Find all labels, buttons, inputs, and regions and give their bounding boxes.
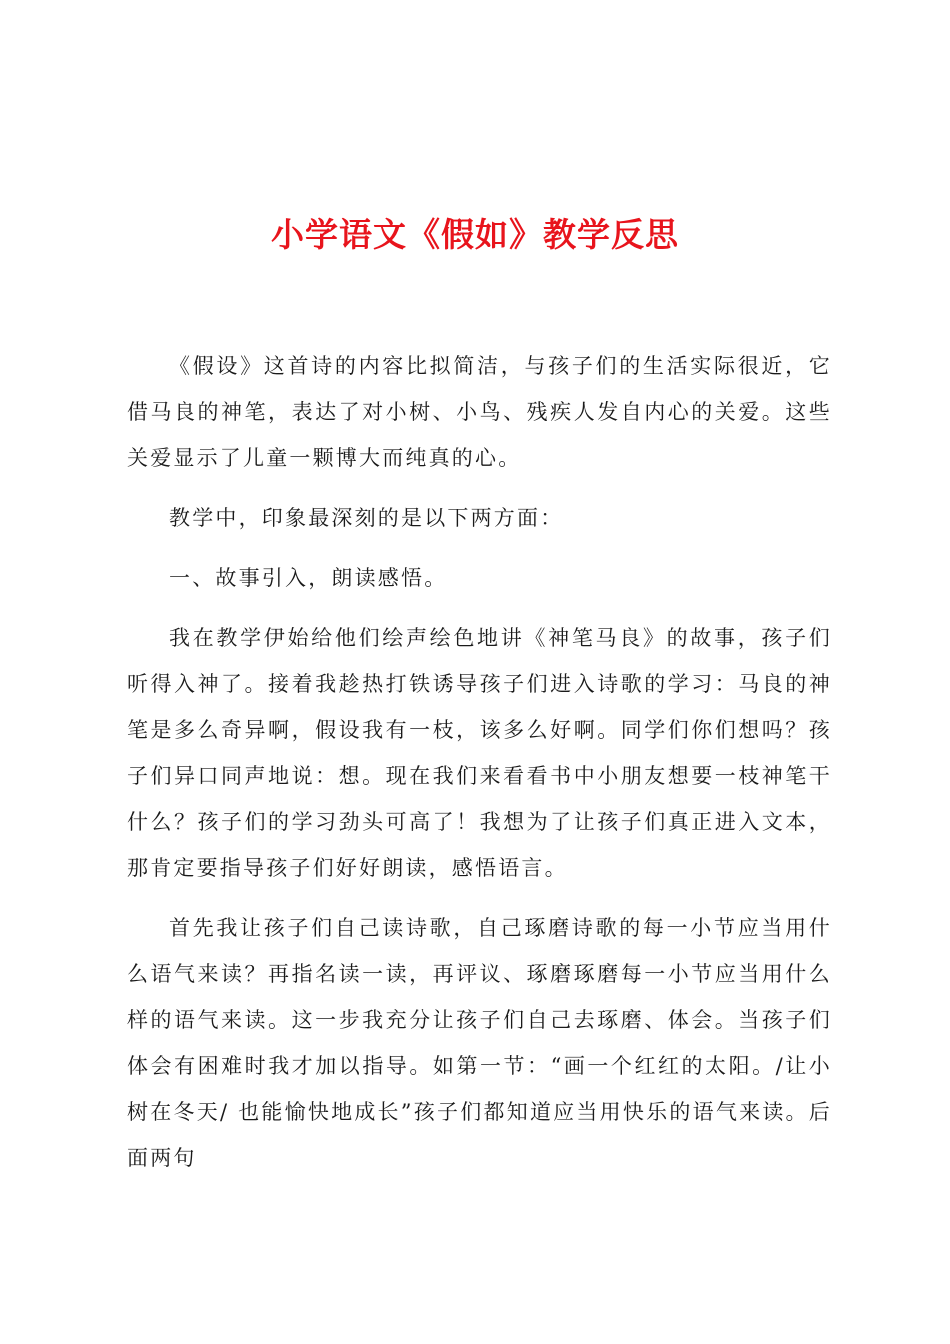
document-body bbox=[127, 343, 832, 1181]
paragraph-teaching-summary: 教学中，印象最深刻的是以下两方面： bbox=[169, 506, 564, 530]
paragraph-section-heading: 一、故事引入，朗读感悟。 bbox=[169, 566, 448, 590]
paragraph-intro: 《假设》这首诗的内容比拟简洁，与孩子们的生活实际很近，它借马良的神笔，表达了对小树、小鸟、残疾人发自内心的关爱。这些关爱显示了儿童一颗博大而纯真的心。 bbox=[127, 354, 832, 470]
paragraph-reading-practice: 首先我让孩子们自己读诗歌，自己琢磨诗歌的每一小节应当用什么语气来读？再指名读一读，再评议、琢磨琢磨每一小节应当用什么样的语气来读。这一步我充分让孩子们自己去琢磨、体会。当孩子们体会有困难时我才加以指导。如第一节：“画一个红红的太阳。/让小树在冬天/ 也能愉快地成长”孩子们都知道应当用快乐的语气来读。后面两句 bbox=[127, 916, 832, 1170]
document-title: 小学语文《假如》教学反思 bbox=[271, 215, 679, 254]
paragraph-story-intro: 我在教学伊始给他们绘声绘色地讲《神笔马良》的故事，孩子们听得入神了。接着我趁热打铁诱导孩子们进入诗歌的学习：马良的神笔是多么奇异啊，假设我有一枝，该多么好啊。同学们你们想吗？孩子们异口同声地说：想。现在我们来看看书中小朋友想要一枝神笔干什么？孩子们的学习劲头可高了！我想为了让孩子们真正进入文本，那肯定要指导孩子们好好朗读，感悟语言。 bbox=[127, 626, 832, 880]
